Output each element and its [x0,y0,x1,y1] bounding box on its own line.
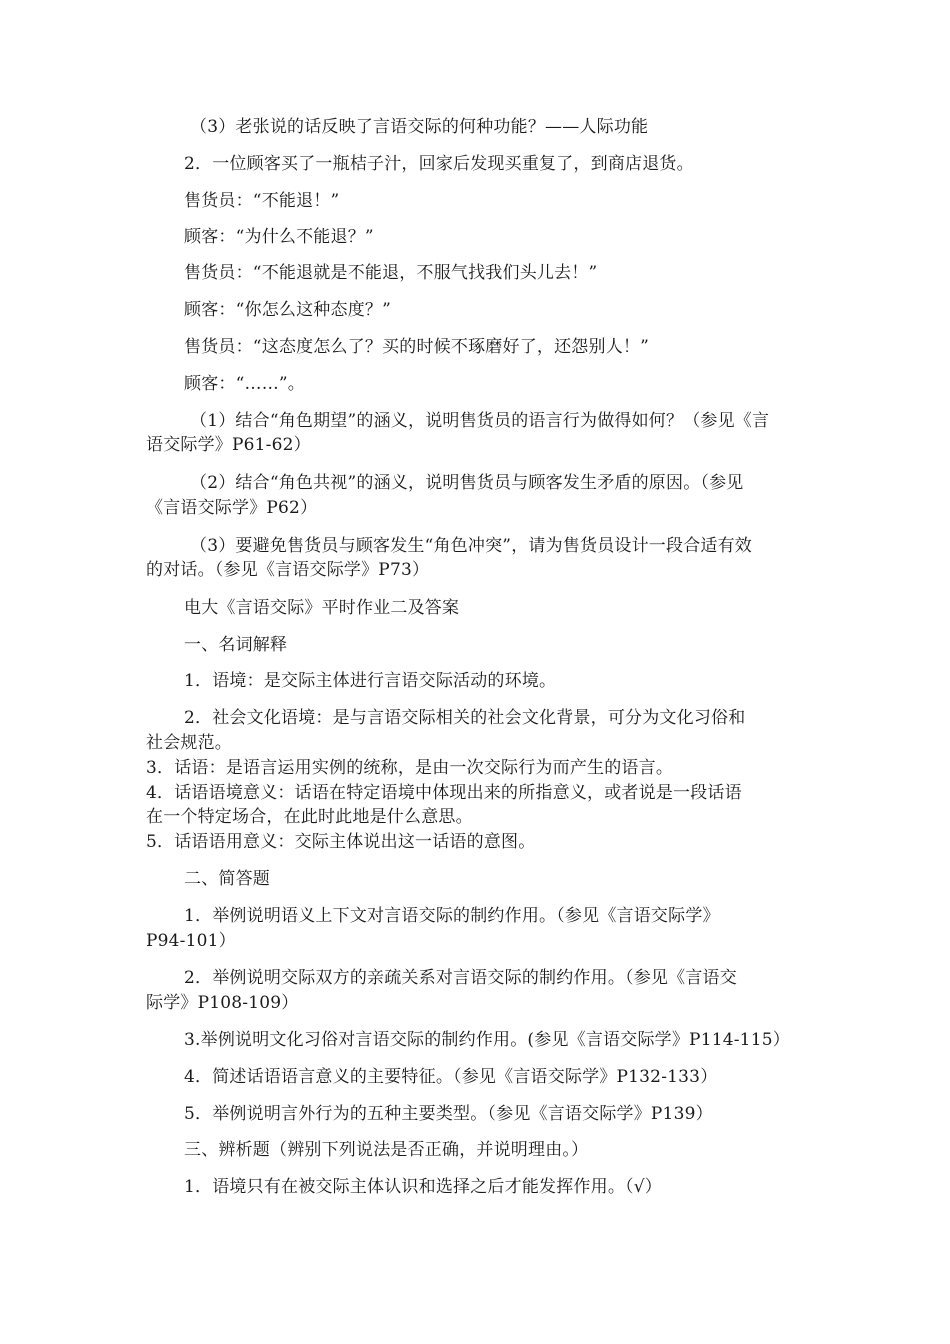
text-line: 《言语交际学》P62） [146,498,318,518]
text-line: 2．举例说明交际双方的亲疏关系对言语交际的制约作用。（参见《言语交 [184,968,737,988]
text-line: 社会规范。 [146,733,232,753]
text-line: （3）要避免售货员与顾客发生“角色冲突”，请为售货员设计一段合适有效 [190,536,752,556]
text-line: 1．语境：是交际主体进行言语交际活动的环境。 [184,671,557,691]
text-line: 5．话语语用意义：交际主体说出这一话语的意图。 [146,832,536,852]
text-line: 售货员：“不能退就是不能退，不服气找我们头儿去！” [184,263,598,283]
text-line: 2．一位顾客买了一瓶桔子汁，回家后发现买重复了，到商店退货。 [184,154,694,174]
text-line: 2．社会文化语境：是与言语交际相关的社会文化背景，可分为文化习俗和 [184,708,746,728]
text-line: 3．话语：是语言运用实例的统称，是由一次交际行为而产生的语言。 [146,758,674,778]
text-line: 1．举例说明语义上下文对言语交际的制约作用。（参见《言语交际学》 [184,906,720,926]
text-line: 4．简述话语语言意义的主要特征。（参见《言语交际学》P132-133） [184,1067,718,1087]
text-line: 顾客：“……”。 [184,374,305,394]
text-line: 在一个特定场合，在此时此地是什么意思。 [146,807,473,827]
text-line: 顾客：“你怎么这种态度？” [184,300,391,320]
section-heading: 三、辨析题（辨别下列说法是否正确，并说明理由。） [184,1140,589,1160]
text-line: 顾客：“为什么不能退？” [184,227,374,247]
text-line: 际学》P108-109） [146,993,299,1013]
section-heading: 一、名词解释 [184,635,288,655]
text-line: 的对话。（参见《言语交际学》P73） [146,560,430,580]
text-line: （3）老张说的话反映了言语交际的何种功能？——人际功能 [190,117,649,137]
text-line: 售货员：“不能退！” [184,191,340,211]
text-line: （1）结合“角色期望”的涵义，说明售货员的语言行为做得如何？（参见《言 [190,411,770,431]
section-title: 电大《言语交际》平时作业二及答案 [184,598,460,618]
text-line: 语交际学》P61-62） [146,435,311,455]
text-line: P94-101） [146,931,236,951]
text-line: 3.举例说明文化习俗对言语交际的制约作用。(参见《言语交际学》P114-115） [184,1030,790,1050]
section-heading: 二、简答题 [184,869,270,889]
text-line: 1．语境只有在被交际主体认识和选择之后才能发挥作用。（√） [184,1177,662,1197]
text-line: 售货员：“这态度怎么了？买的时候不琢磨好了，还怨别人！” [184,337,649,357]
text-line: 5．举例说明言外行为的五种主要类型。（参见《言语交际学》P139） [184,1104,713,1124]
text-line: （2）结合“角色共视”的涵义，说明售货员与顾客发生矛盾的原因。（参见 [190,473,744,493]
text-line: 4．话语语境意义：话语在特定语境中体现出来的所指意义，或者说是一段话语 [146,783,742,803]
